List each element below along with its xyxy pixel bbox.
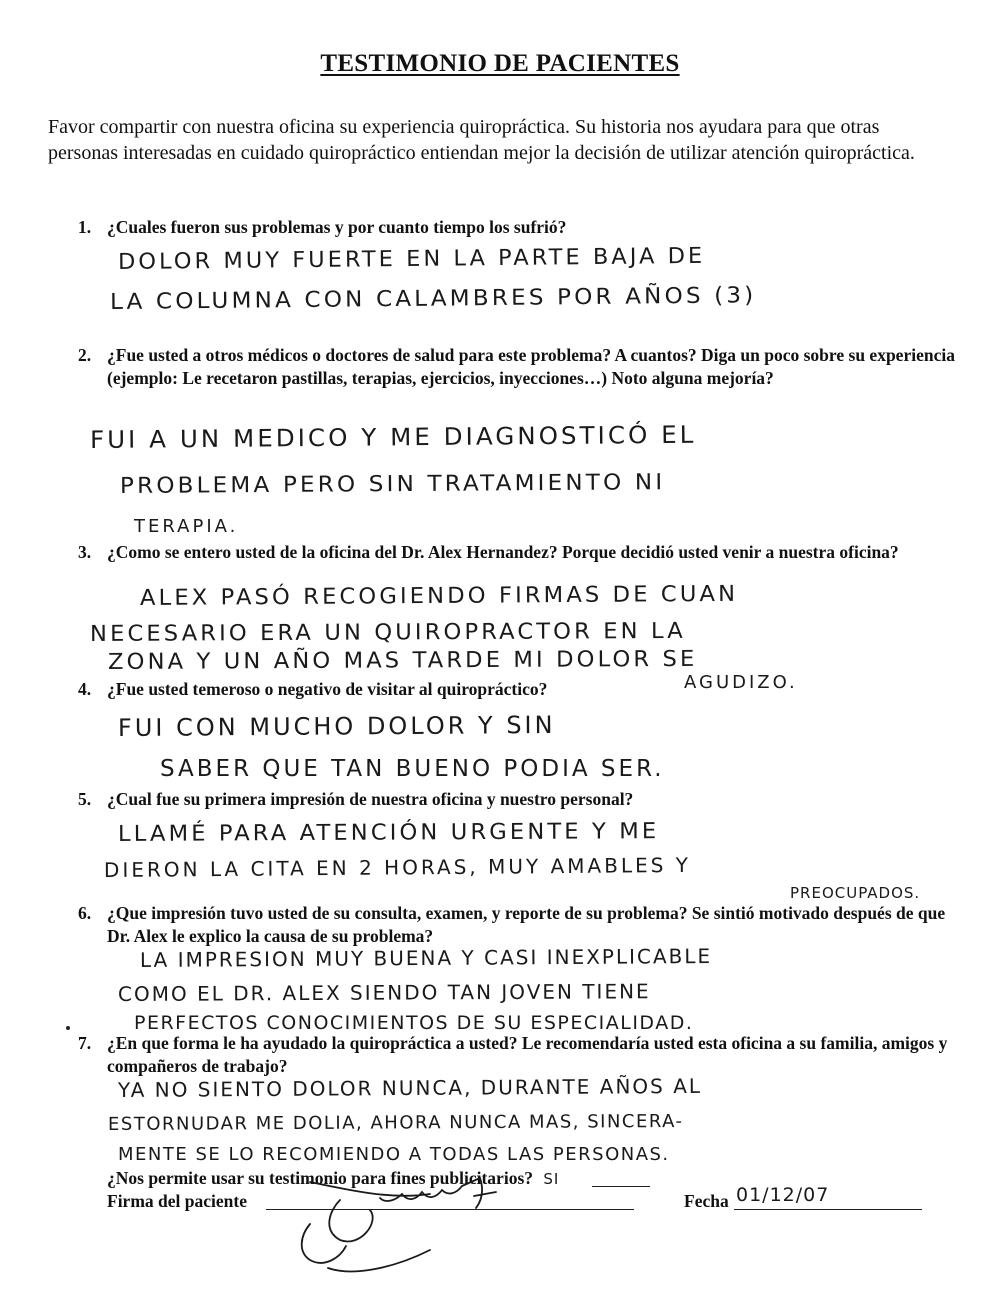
question-number: 6. xyxy=(78,903,92,923)
publish-answer: SI xyxy=(543,1170,560,1188)
publish-question: ¿Nos permite usar su testimonio para fines publicitarios? xyxy=(107,1168,533,1188)
question-1 xyxy=(78,216,958,239)
answer-6-line-1: LA IMPRESION MUY BUENA Y CASI INEXPLICABLE xyxy=(139,944,713,972)
answer-2-line-1: FUI A UN MEDICO Y ME DIAGNOSTICÓ EL xyxy=(89,420,697,454)
question-3 xyxy=(78,541,958,564)
form-title-text: TESTIMONIO DE PACIENTES xyxy=(320,50,680,77)
question-2 xyxy=(78,344,958,390)
answer-6-line-2: COMO EL DR. ALEX SIENDO TAN JOVEN TIENE xyxy=(117,979,651,1006)
answer-3-line-1: ALEX PASÓ RECOGIENDO FIRMAS DE CUAN xyxy=(139,581,739,611)
answer-2-line-2: PROBLEMA PERO SIN TRATAMIENTO NI xyxy=(119,470,666,499)
answer-2-line-3: TERAPIA. xyxy=(134,516,239,537)
question-text: ¿Como se entero usted de la oficina del Dr. Alex Hernandez? Porque decidió usted venir a nuestra oficina? xyxy=(107,542,899,562)
question-4 xyxy=(78,678,958,701)
question-5 xyxy=(78,788,958,811)
answer-7-line-1: YA NO SIENTO DOLOR NUNCA, DURANTE AÑOS AL xyxy=(117,1073,703,1102)
question-number: 2. xyxy=(78,345,92,365)
question-text: ¿Fue usted temeroso o negativo de visitar al quiropráctico? xyxy=(107,679,548,699)
question-number: 4. xyxy=(78,679,92,699)
answer-3-line-2: NECESARIO ERA UN QUIROPRACTOR EN LA xyxy=(89,618,686,647)
answer-3-line-3: ZONA Y UN AÑO MAS TARDE MI DOLOR SE xyxy=(107,646,698,675)
answer-5-line-2: DIERON LA CITA EN 2 HORAS, MUY AMABLES Y xyxy=(103,852,692,882)
question-number: 7. xyxy=(78,1033,92,1053)
question-text: ¿Cuales fueron sus problemas y por cuanto tiempo los sufrió? xyxy=(107,217,567,237)
question-7 xyxy=(78,1032,958,1078)
publish-answer-line xyxy=(592,1186,650,1187)
question-text: ¿Cual fue su primera impresión de nuestra oficina y nuestro personal? xyxy=(107,789,634,809)
question-number: 3. xyxy=(78,542,92,562)
answer-1-line-2: LA COLUMNA CON CALAMBRES POR AÑOS (3) xyxy=(109,283,757,315)
form-title xyxy=(0,50,1000,78)
date-value: 01/12/07 xyxy=(736,1184,830,1206)
answer-3-line-4: AGUDIZO. xyxy=(684,672,798,693)
answer-7-line-2: ESTORNUDAR ME DOLIA, AHORA NUNCA MAS, SINCERA- xyxy=(107,1110,684,1135)
answer-4-line-2: SABER QUE TAN BUENO PODIA SER. xyxy=(160,756,665,782)
answer-5-line-1: LLAMÉ PARA ATENCIÓN URGENTE Y ME xyxy=(117,819,660,847)
question-6 xyxy=(78,902,958,948)
question-number: 5. xyxy=(78,789,92,809)
answer-1-line-1: DOLOR MUY FUERTE EN LA PARTE BAJA DE xyxy=(117,243,706,275)
answer-4-line-1: FUI CON MUCHO DOLOR Y SIN xyxy=(117,710,556,742)
signature-label: Firma del paciente xyxy=(107,1191,247,1211)
question-text: ¿Fue usted a otros médicos o doctores de salud para este problema? A cuantos? Diga un poco sobre su experiencia (ejemplo: Le recetaron pastillas, terapias, ejercicios, inyecciones…) Noto alguna mejoría? xyxy=(107,345,955,388)
question-number: 1. xyxy=(78,217,92,237)
answer-5-line-3: PREOCUPADOS. xyxy=(790,884,921,902)
stray-mark xyxy=(66,1026,70,1030)
date-label: Fecha xyxy=(684,1191,729,1211)
question-text: ¿Que impresión tuvo usted de su consulta, examen, y reporte de su problema? Se sintió motivado después de que Dr. Alex le explico la causa de su problema? xyxy=(107,903,946,946)
patient-signature xyxy=(270,1170,540,1280)
answer-6-line-3: PERFECTOS CONOCIMIENTOS DE SU ESPECIALIDAD. xyxy=(134,1012,694,1034)
answer-7-line-3: MENTE SE LO RECOMIENDO A TODAS LAS PERSONAS. xyxy=(118,1144,670,1165)
intro-paragraph: Favor compartir con nuestra oficina su experiencia quiropráctica. Su historia nos ayudara para que otras personas interesadas en cuidado quiropráctico entiendan mejor la decisión de utilizar atención quiropráctica. xyxy=(48,116,915,164)
date-line xyxy=(734,1209,922,1210)
question-text: ¿En que forma le ha ayudado la quiropráctica a usted? Le recomendaría usted esta oficina a su familia, amigos y compañeros de trabajo? xyxy=(107,1033,948,1076)
